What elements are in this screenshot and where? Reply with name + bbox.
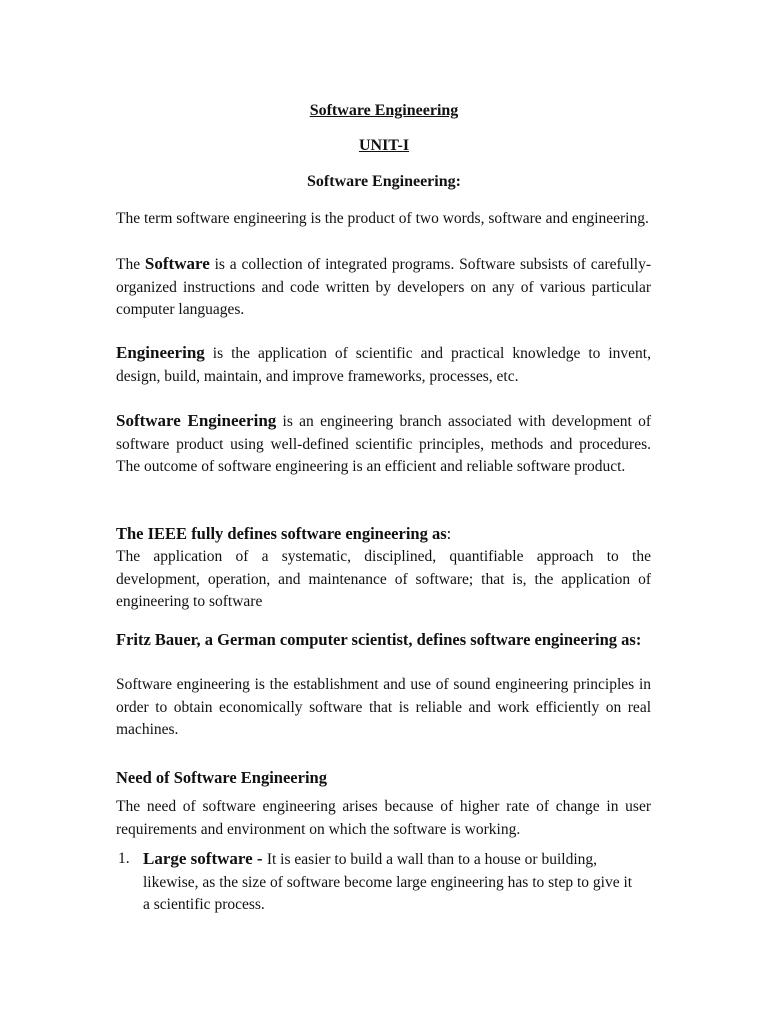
list-item-term: Large software - [143,849,267,868]
engineering-definition-paragraph [116,342,651,388]
list-item-text: It is easier to build a wall than to a house or building, likewise, as the size of software become large engineering has to step to give it a scientific process. [143,851,633,913]
software-engineering-term: Software Engineering [116,411,277,430]
software-term: Software [144,254,210,273]
software-definition-text: is a collection of integrated programs. Software subsists of carefully-organized instructions and code written by developers on any of various particular computer languages. [116,256,651,318]
intro-paragraph: The term software engineering is the product of two words, software and engineering. [116,210,649,227]
ieee-heading-text: The IEEE fully defines software engineering as [116,524,447,543]
software-engineering-paragraph [116,410,651,479]
bauer-definition: Software engineering is the establishment and use of sound engineering principles in order to obtain economically software that is reliable and work efficiently on real machines. [116,676,651,738]
ieee-heading-colon: : [446,524,452,543]
ieee-heading [116,523,651,545]
engineering-term: Engineering [116,343,205,362]
bauer-heading: Fritz Bauer, a German computer scientist, defines software engineering as: [116,630,642,649]
document-title: Software Engineering [309,102,459,119]
list-item [118,848,638,917]
need-paragraph: The need of software engineering arises because of higher rate of change in user requirements and environment on which the software is working. [116,798,651,838]
ieee-definition: The application of a systematic, disciplined, quantifiable approach to the development, operation, and maintenance of software; that is, the application of engineering to software [116,548,651,610]
list-item-body [143,848,638,917]
software-definition-lead: The [116,256,145,273]
need-heading: Need of Software Engineering [116,768,327,787]
list-item-number: 1. [118,850,130,867]
section-title: Software Engineering: [307,173,461,190]
engineering-definition-text: is the application of scientific and practical knowledge to invent, design, build, maintain, and improve frameworks, processes, etc. [116,345,651,385]
unit-label: UNIT-I [358,137,410,154]
software-definition-paragraph [116,253,651,322]
software-engineering-text: is an engineering branch associated with development of software product using well-defined scientific principles, methods and procedures. The outcome of software engineering is an efficient and reliable software product. [116,413,651,475]
